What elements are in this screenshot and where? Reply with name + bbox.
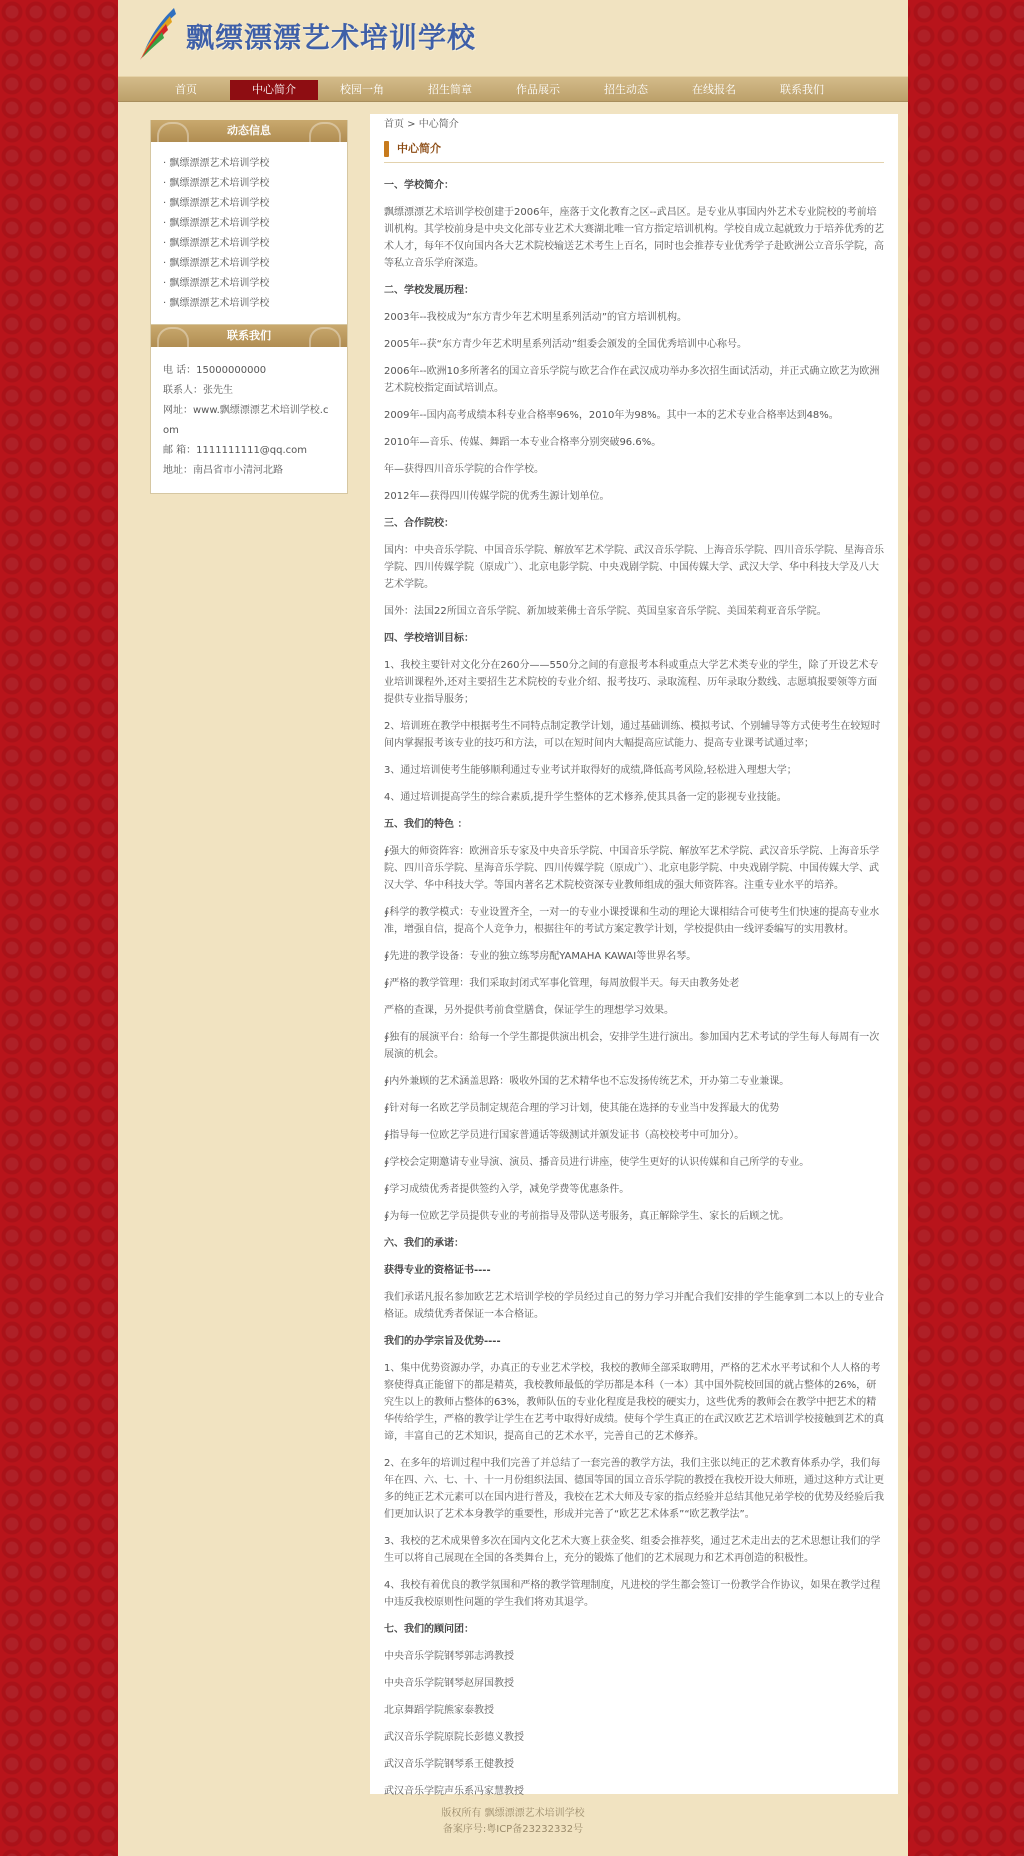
article-heading: 六、我们的承诺： <box>384 1238 464 1249</box>
contact-panel <box>150 325 348 494</box>
article-paragraph: 严格的查课，另外提供考前食堂膳食，保证学生的理想学习效果。 <box>384 1005 674 1016</box>
article-paragraph: 我们承诺凡报名参加欧艺艺术培训学校的学员经过自己的努力学习并配合我们安排的学生能拿到二本以上的专业合格证。成绩优秀者保证一本合格证。 <box>384 1292 884 1320</box>
footer-copyright: 版权所有 飘缥漂漂艺术培训学校 <box>441 1808 585 1819</box>
main-nav <box>118 76 908 102</box>
news-panel <box>150 120 348 325</box>
site-logo-text[interactable]: 飘缥漂漂艺术培训学校 <box>186 21 477 54</box>
article-heading: 七、我们的顾问团： <box>384 1624 474 1635</box>
article-paragraph: 年—获得四川音乐学院的合作学校。 <box>384 464 544 475</box>
contact-address: 地址：南昌省市小清河北路 <box>163 465 283 476</box>
article-paragraph: 2、培训班在教学中根据考生不同特点制定教学计划，通过基础训练、模拟考试、个别辅导等方式使考生在较短时间内掌握报考该专业的技巧和方法，可以在短时间内大幅提高应试能力、提高专业课考试通过率； <box>384 721 881 749</box>
article-paragraph: 2009年--国内高考成绩本科专业合格率96%，2010年为98%。其中一本的艺术专业合格率达到48%。 <box>384 410 839 421</box>
article-paragraph: ∮指导每一位欧艺学员进行国家普通话等级测试并颁发证书（高校校考中可加分）。 <box>384 1130 745 1141</box>
article-paragraph: 4、我校有着优良的教学氛围和严格的教学管理制度，凡进校的学生都会签订一份教学合作协议，如果在教学过程中违反我校原则性问题的学生我们将劝其退学。 <box>384 1580 881 1608</box>
article-paragraph: ∮学校会定期邀请专业导演、演员、播音员进行讲座，使学生更好的认识传媒和自己所学的专业。 <box>384 1157 810 1168</box>
section-title-marker <box>384 141 389 157</box>
sidebar <box>150 120 348 494</box>
footer <box>118 1806 908 1838</box>
section-title <box>384 136 884 163</box>
article-paragraph: ∮学习成绩优秀者提供签约入学，减免学费等优惠条件。 <box>384 1184 630 1195</box>
nav-admissions-news[interactable]: 招生动态 <box>604 83 648 96</box>
news-item[interactable]: · 飘缥漂漂艺术培训学校 <box>163 298 270 309</box>
article-paragraph: 2006年--欧洲10多所著名的国立音乐学院与欧艺合作在武汉成功举办多次招生面试活动，并正式确立欧艺为欧洲艺术院校指定面试培训点。 <box>384 366 880 394</box>
header <box>118 0 908 76</box>
article-paragraph: 2010年—音乐、传媒、舞蹈一本专业合格率分别突破96.6%。 <box>384 437 662 448</box>
contact-info <box>151 347 347 493</box>
article-heading: 四、学校培训目标： <box>384 633 474 644</box>
news-item[interactable]: · 飘缥漂漂艺术培训学校 <box>163 238 270 249</box>
article-paragraph: 4、通过培训提高学生的综合素质,提升学生整体的艺术修养,使其具备一定的影视专业技能。 <box>384 792 787 803</box>
nav-home[interactable]: 首页 <box>175 83 197 96</box>
article-paragraph: 3、我校的艺术成果曾多次在国内文化艺术大赛上获金奖、组委会推荐奖，通过艺术走出去的艺术思想让我们的学生可以将自己展现在全国的各类舞台上，充分的锻炼了他们的艺术展现力和艺术再创造的积极性。 <box>384 1536 881 1564</box>
article-paragraph: ∮为每一位欧艺学员提供专业的考前指导及带队送考服务，真正解除学生、家长的后顾之忧。 <box>384 1211 790 1222</box>
nav-campus[interactable]: 校园一角 <box>340 83 384 96</box>
article-paragraph: ∮先进的教学设备：专业的独立练琴房配YAMAHA KAWAI等世界名琴。 <box>384 951 697 962</box>
article-paragraph: ∮针对每一名欧艺学员制定规范合理的学习计划，使其能在选择的专业当中发挥最大的优势 <box>384 1103 780 1114</box>
news-item[interactable]: · 飘缥漂漂艺术培训学校 <box>163 198 270 209</box>
breadcrumb: 首页 > 中心简介 <box>384 119 459 130</box>
logo-icon <box>136 6 182 62</box>
article-heading: 我们的办学宗旨及优势---- <box>384 1336 501 1347</box>
main-content <box>370 114 898 1797</box>
article-heading: 五、我们的特色 ： <box>384 819 468 830</box>
news-item[interactable]: · 飘缥漂漂艺术培训学校 <box>163 158 270 169</box>
article-paragraph: 2003年--我校成为“东方青少年艺术明星系列活动”的官方培训机构。 <box>384 312 688 323</box>
article-paragraph: 2005年--获“东方青少年艺术明星系列活动”组委会颁发的全国优秀培训中心称号。 <box>384 339 748 350</box>
nav-online-signup[interactable]: 在线报名 <box>692 83 736 96</box>
article-paragraph: ∮强大的师资阵容：欧洲音乐专家及中央音乐学院、中国音乐学院、解放军艺术学院、武汉音乐学院、上海音乐学院、四川音乐学院、星海音乐学院、四川传媒学院（原成广）、北京电影学院、中央戏剧学院、中国传媒大学、武汉大学、华中科技大学。等国内著名艺术院校资深专业教师组成的强大师资阵容。注重专业水平的培养。 <box>384 846 880 891</box>
article-paragraph: 2012年—获得四川传媒学院的优秀生源计划单位。 <box>384 491 610 502</box>
section-title-text: 中心简介 <box>397 142 441 155</box>
article-paragraph: 国内：中央音乐学院、中国音乐学院、解放军艺术学院、武汉音乐学院、上海音乐学院、四川音乐学院、星海音乐学院、四川传媒学院（原成广）、北京电影学院、中央戏剧学院、中国传媒大学、武汉大学、华中科技大学及八大艺术学院。 <box>384 545 884 590</box>
news-list <box>151 142 347 324</box>
article-paragraph: ∮严格的教学管理：我们采取封闭式军事化管理，每周放假半天。每天由教务处老 <box>384 978 740 989</box>
article-body <box>384 163 884 1800</box>
page-container <box>118 0 908 1856</box>
nav-center-intro[interactable]: 中心简介 <box>230 80 318 100</box>
article-paragraph: 3、通过培训使考生能够顺利通过专业考试并取得好的成绩,降低高考风险,轻松进入理想大学； <box>384 765 797 776</box>
article-paragraph: 2、在多年的培训过程中我们完善了并总结了一套完善的教学方法，我们主张以纯正的艺术教育体系办学，我们每年在四、六、七、十、十一月份组织法国、德国等国的国立音乐学院的教授在我校开设大师班，通过这种方式让更多的纯正艺术元素可以在国内进行普及，我校在艺术大师及专家的指点经验并总结其他兄弟学校的优势及经验后我们更加认识了艺术本身教学的重要性，形成并完善了“欧艺艺术体系”“欧艺教学法”。 <box>384 1458 884 1520</box>
news-item[interactable]: · 飘缥漂漂艺术培训学校 <box>163 178 270 189</box>
contact-person: 联系人：张先生 <box>163 385 233 396</box>
nav-admissions-guide[interactable]: 招生简章 <box>428 83 472 96</box>
contact-website[interactable]: 网址：www.飘缥漂漂艺术培训学校.com <box>163 405 329 436</box>
nav-contact[interactable]: 联系我们 <box>780 83 824 96</box>
article-paragraph: 1、集中优势资源办学，办真正的专业艺术学校，我校的教师全部采取聘用，严格的艺术水平考试和个人人格的考察使得真正能留下的都是精英，我校教师最低的学历都是本科（一本）其中国外院校回国的就占整体的26%，研究生以上的教师占整体的63%，教师队伍的专业化程度是我校的硬实力，这些优秀的教师会在教学中把艺术的精华传给学生，严格的教学让学生在艺考中取得好成绩。使每个学生真正的在武汉欧艺艺术培训学校接触到艺术的真谛，丰富自己的艺术知识，提高自己的艺术水平，完善自己的艺术修养。 <box>384 1363 884 1442</box>
article-paragraph: ∮科学的教学模式：专业设置齐全，一对一的专业小课授课和生动的理论大课相结合可使考生们快速的提高专业水准，增强自信，提高个人竞争力，根据往年的考试方案定教学计划，学校提供由一线评委编写的实用教材。 <box>384 907 880 935</box>
news-panel-title: 动态信息 <box>151 120 347 142</box>
article-paragraph: 中央音乐学院钢琴赵屏国教授 <box>384 1678 514 1689</box>
contact-panel-title: 联系我们 <box>151 325 347 347</box>
footer-icp: 备案序号:粤ICP备23232332号 <box>442 1824 584 1835</box>
article-paragraph: 北京舞蹈学院熊家泰教授 <box>384 1705 494 1716</box>
article-heading: 一、学校简介： <box>384 180 454 191</box>
article-paragraph: 武汉音乐学院声乐系冯家慧教授 <box>384 1786 524 1797</box>
article-paragraph: 武汉音乐学院原院长彭德义教授 <box>384 1732 524 1743</box>
nav-works[interactable]: 作品展示 <box>516 83 560 96</box>
contact-email[interactable]: 邮 箱：1111111111@qq.com <box>163 445 308 456</box>
article-paragraph: ∮内外兼顾的艺术涵盖思路：吸收外国的艺术精华也不忘发扬传统艺术，开办第二专业兼课。 <box>384 1076 790 1087</box>
article-heading: 二、学校发展历程： <box>384 285 474 296</box>
article-paragraph: 1、我校主要针对文化分在260分——550分之间的有意报考本科或重点大学艺术类专业的学生，除了开设艺术专业培训课程外,还对主要招生艺术院校的专业介绍、报考技巧、录取流程、历年录取分数线、志愿填报要领等方面提供专业指导服务； <box>384 660 879 705</box>
article-heading: 三、合作院校： <box>384 518 454 529</box>
article-paragraph: 武汉音乐学院钢琴系王健教授 <box>384 1759 514 1770</box>
news-item[interactable]: · 飘缥漂漂艺术培训学校 <box>163 278 270 289</box>
news-item[interactable]: · 飘缥漂漂艺术培训学校 <box>163 258 270 269</box>
contact-phone: 电 话：15000000000 <box>163 365 267 376</box>
article-paragraph: 飘缥漂漂艺术培训学校创建于2006年，座落于文化教育之区--武昌区。是专业从事国内外艺术专业院校的考前培训机构。其学校前身是中央文化部专业艺术大赛湖北唯一官方指定培训机构。学校自成立起就致力于培养优秀的艺术人才，每年不仅向国内各大艺术院校输送艺术考生上百名，同时也会推荐专业优秀学子赴欧洲公立音乐学院，高等私立音乐学府深造。 <box>384 207 884 269</box>
article-heading: 获得专业的资格证书---- <box>384 1265 491 1276</box>
article-paragraph: 国外：法国22所国立音乐学院、新加坡莱佛士音乐学院、英国皇家音乐学院、美国茱莉亚音乐学院。 <box>384 606 827 617</box>
news-item[interactable]: · 飘缥漂漂艺术培训学校 <box>163 218 270 229</box>
article-paragraph: 中央音乐学院钢琴郭志鸿教授 <box>384 1651 514 1662</box>
article-paragraph: ∮独有的展演平台：给每一个学生都提供演出机会，安排学生进行演出。参加国内艺术考试的学生每人每周有一次展演的机会。 <box>384 1032 880 1060</box>
